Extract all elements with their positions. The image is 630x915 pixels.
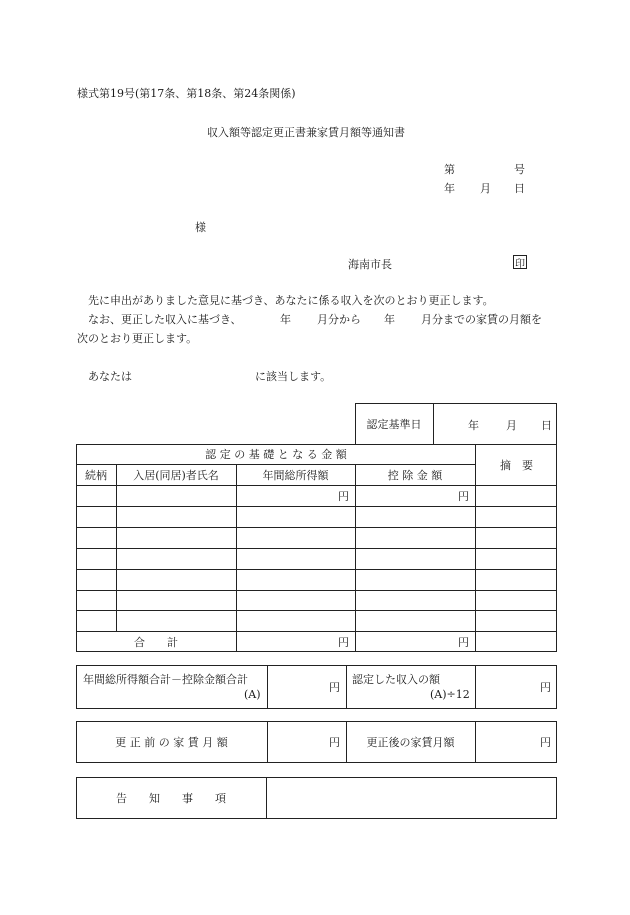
col-annual-income: 年間総所得額 bbox=[262, 468, 329, 482]
number-label: 第 bbox=[444, 163, 455, 176]
body-line-1: 先に申出がありました意見に基づき、あなたに係る収入を次のとおり更正します。 bbox=[88, 294, 494, 307]
rent-before-yen: 円 bbox=[329, 736, 340, 749]
base-date-day: 日 bbox=[541, 419, 552, 432]
approved-income-sub: (A)÷12 bbox=[430, 688, 470, 701]
base-date-label: 認定基準日 bbox=[366, 418, 422, 431]
document-title: 収入額等認定更正書兼家賃月額等通知書 bbox=[207, 126, 405, 139]
issuer-name: 海南市長 bbox=[348, 258, 392, 271]
body-line-2-from-year: 年 bbox=[280, 313, 291, 326]
summary-a-label: 年間総所得額合計－控除金額合計 bbox=[83, 673, 248, 686]
issue-month-label: 月 bbox=[480, 182, 491, 195]
body-line-2-from-month: 月分から bbox=[317, 313, 361, 326]
approved-income-label: 認定した収入の額 bbox=[352, 673, 440, 686]
body-line-4-b: に該当します。 bbox=[255, 370, 332, 383]
rent-before-label: 更 正 前 の 家 賃 月 額 bbox=[115, 736, 228, 749]
seal-mark: 印 bbox=[513, 255, 527, 269]
total-label: 合 計 bbox=[134, 635, 178, 649]
remarks-header: 摘 要 bbox=[500, 458, 533, 472]
row1-deduction-yen: 円 bbox=[458, 489, 469, 503]
number-suffix: 号 bbox=[514, 163, 525, 176]
row1-income-yen: 円 bbox=[338, 489, 349, 503]
body-line-2-a: なお、更正した収入に基づき、 bbox=[88, 313, 242, 326]
body-line-2-to-month: 月分までの家賃の月額を bbox=[421, 313, 542, 326]
issue-year-label: 年 bbox=[444, 182, 455, 195]
base-date-month: 月 bbox=[506, 419, 517, 432]
total-deduction-yen: 円 bbox=[458, 635, 469, 649]
body-line-2-to-year: 年 bbox=[384, 313, 395, 326]
issue-day-label: 日 bbox=[514, 182, 525, 195]
col-relation: 続柄 bbox=[85, 468, 107, 482]
summary-a-sub: (A) bbox=[244, 688, 261, 701]
body-line-3: 次のとおり更正します。 bbox=[77, 332, 198, 345]
summary-a-yen: 円 bbox=[329, 681, 340, 694]
total-income-yen: 円 bbox=[338, 635, 349, 649]
form-number: 様式第19号(第17条、第18条、第24条関係) bbox=[77, 87, 296, 100]
rent-after-yen: 円 bbox=[540, 736, 551, 749]
rent-after-label: 更正後の家賃月額 bbox=[366, 736, 455, 749]
col-resident-name: 入居(同居)者氏名 bbox=[133, 468, 219, 482]
notice-label: 告 知 事 項 bbox=[116, 792, 226, 805]
group-header: 認 定 の 基 礎 と な る 金 額 bbox=[205, 448, 347, 461]
col-deduction: 控 除 金 額 bbox=[387, 468, 443, 482]
addressee-suffix: 様 bbox=[195, 221, 206, 234]
approved-income-yen: 円 bbox=[540, 681, 551, 694]
base-date-year: 年 bbox=[468, 419, 479, 432]
body-line-4-a: あなたは bbox=[88, 370, 132, 383]
